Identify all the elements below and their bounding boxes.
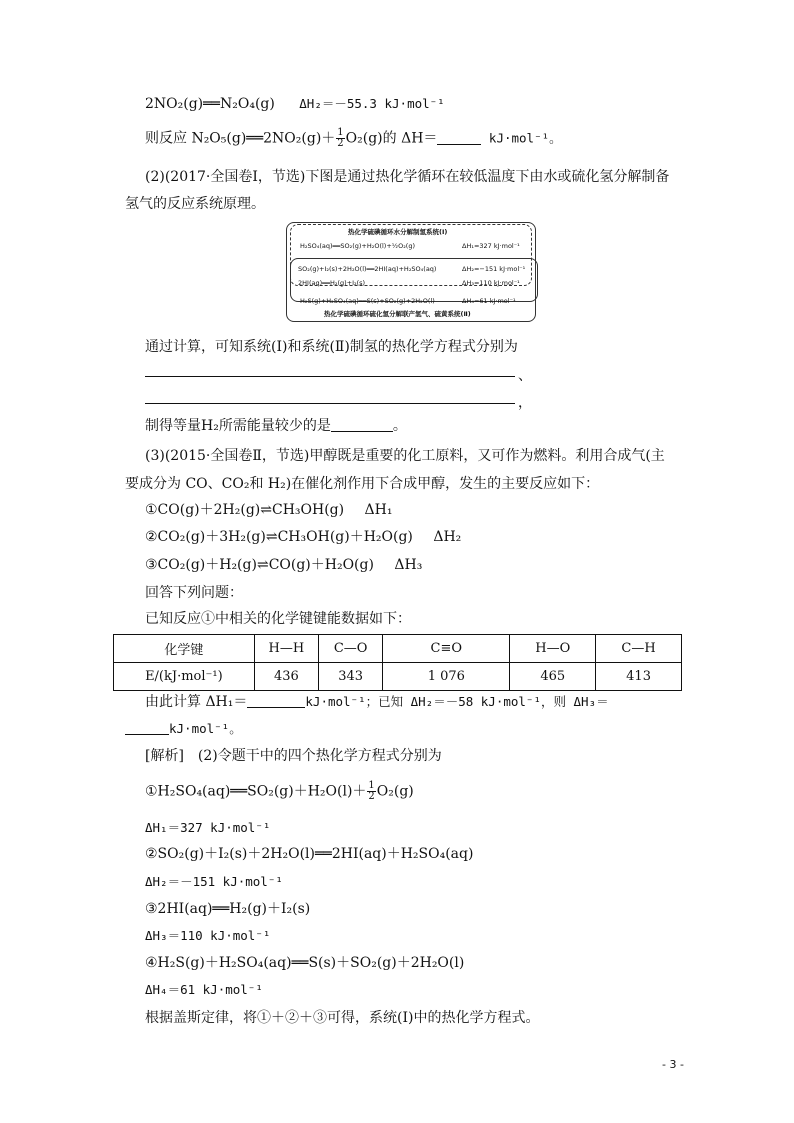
calc-end: kJ·mol⁻¹。 bbox=[169, 721, 242, 736]
table-cell: 436 bbox=[254, 663, 318, 691]
fraction bbox=[336, 128, 344, 149]
bond-energy-intro: 已知反应①中相关的化学键键能数据如下： bbox=[145, 611, 411, 627]
table-header-cell: 化学键 bbox=[114, 635, 255, 663]
answer-line-1[interactable] bbox=[145, 376, 515, 377]
equilibrium-arrow: ⇌ bbox=[265, 529, 278, 545]
analysis-eq-1-right: O₂(g) bbox=[376, 783, 414, 800]
reaction-3-left: ③CO₂(g)＋H₂(g) bbox=[145, 557, 257, 573]
eq-n2o4 bbox=[145, 94, 445, 114]
fraction-numerator: 1 bbox=[368, 780, 375, 791]
separator-comma-2: ， bbox=[518, 395, 532, 411]
reaction-3-right: CO(g)＋H₂O(g) bbox=[268, 557, 374, 573]
page-number: - 3 - bbox=[662, 1058, 684, 1071]
table-cell: 343 bbox=[319, 663, 383, 691]
reaction-1-right: CH₃OH(g) bbox=[271, 502, 345, 518]
reaction-2 bbox=[145, 527, 461, 547]
calc-prefix: 由此计算 ΔH₁＝ bbox=[145, 694, 248, 710]
table-header-cell: C—O bbox=[319, 635, 383, 663]
system-2-title: 热化学硫碘循环硫化氢分解联产氢气、硫黄系统(Ⅱ) bbox=[324, 310, 471, 318]
reaction-2-right: CH₃OH(g)＋H₂O(g) bbox=[277, 529, 413, 545]
fraction bbox=[367, 781, 375, 802]
analysis-eq-4: ④H₂S(g)＋H₂SO₄(aq)══S(s)＋SO₂(g)＋2H₂O(l) bbox=[145, 955, 465, 971]
unit-text: kJ·mol⁻¹。 bbox=[481, 130, 562, 146]
question-2-line2: 氢气的反应系统原理。 bbox=[125, 196, 265, 212]
reaction-3-dh: ΔH₃ bbox=[394, 557, 423, 573]
diagram-dh-3: ΔH₃=110 kJ·mol⁻¹ bbox=[462, 279, 520, 287]
fraction-numerator: 1 bbox=[337, 127, 344, 138]
diagram-dh-1: ΔH₁=327 kJ·mol⁻¹ bbox=[462, 242, 520, 250]
calc-statement: 通过计算，可知系统(Ⅰ)和系统(Ⅱ)制氢的热化学方程式分别为 bbox=[145, 339, 518, 355]
answer-prompt: 回答下列问题： bbox=[145, 585, 243, 601]
reaction-3 bbox=[145, 555, 422, 575]
table-cell: 465 bbox=[510, 663, 596, 691]
analysis-heading: [解析] (2)令题干中的四个热化学方程式分别为 bbox=[145, 748, 442, 764]
thermochemical-cycle-diagram bbox=[286, 222, 538, 324]
fraction-denominator: 2 bbox=[368, 791, 375, 802]
question-3-line1: (3)(2015·全国卷Ⅱ，节选)甲醇既是重要的化工原料，又可作为燃料。利用合成气(主 bbox=[145, 448, 665, 464]
table-cell: 1 076 bbox=[383, 663, 510, 691]
bond-energy-table bbox=[113, 634, 682, 691]
equation-mid: O₂(g)的 ΔH＝ bbox=[345, 130, 438, 147]
question-2-line1: (2)(2017·全国卷Ⅰ，节选)下图是通过热化学循环在较低温度下由水或硫化氢分解制备 bbox=[145, 169, 670, 185]
reaction-1 bbox=[145, 500, 392, 520]
table-cell: 413 bbox=[596, 663, 682, 691]
analysis-dh-2: ΔH₂＝－151 kJ·mol⁻¹ bbox=[145, 874, 283, 889]
calc-question-end bbox=[125, 719, 242, 739]
answer-line-2[interactable] bbox=[145, 403, 515, 404]
analysis-eq-2: ②SO₂(g)＋I₂(s)＋2H₂O(l)══2HI(aq)＋H₂SO₄(aq) bbox=[145, 846, 474, 862]
table-row-label: E/(kJ·mol⁻¹) bbox=[114, 663, 255, 691]
question-3-line2: 要成分为 CO、CO₂和 H₂)在催化剂作用下合成甲醇，发生的主要反应如下： bbox=[125, 476, 600, 492]
analysis-dh-1: ΔH₁＝327 kJ·mol⁻¹ bbox=[145, 820, 271, 835]
reaction-1-left: ①CO(g)＋2H₂(g) bbox=[145, 502, 261, 518]
equation-prefix: 则反应 N₂O₅(g)══2NO₂(g)＋ bbox=[145, 130, 336, 147]
equilibrium-arrow: ⇌ bbox=[260, 502, 272, 518]
table-row bbox=[114, 663, 682, 691]
system-1-title: 热化学硫碘循环水分解制氢系统(Ⅰ) bbox=[348, 228, 448, 236]
answer-blank[interactable] bbox=[437, 130, 481, 145]
period: 。 bbox=[392, 418, 407, 434]
calc-question bbox=[145, 692, 609, 712]
hess-law-conclusion: 根据盖斯定律，将①＋②＋③可得，系统(Ⅰ)中的热化学方程式。 bbox=[145, 1010, 540, 1026]
diagram-eq-2: SO₂(g)+I₂(s)+2H₂O(l)══2HI(aq)+H₂SO₄(aq) bbox=[298, 265, 437, 273]
analysis-eq-1 bbox=[145, 781, 414, 802]
diagram-eq-3: 2HI(aq)══H₂(g)+I₂(s) bbox=[298, 279, 366, 287]
diagram-dh-2: ΔH₂=−151 kJ·mol⁻¹ bbox=[462, 265, 526, 273]
fraction-denominator: 2 bbox=[337, 138, 344, 149]
calc-middle: kJ·mol⁻¹；已知 ΔH₂＝－58 kJ·mol⁻¹，则 ΔH₃＝ bbox=[305, 694, 609, 709]
diagram-eq-1: H₂SO₄(aq)══SO₂(g)+H₂O(l)+½O₂(g) bbox=[300, 242, 415, 250]
reaction-2-dh: ΔH₂ bbox=[433, 529, 462, 545]
table-header-cell: C—H bbox=[596, 635, 682, 663]
separator-comma: 、 bbox=[518, 368, 532, 384]
less-energy-question bbox=[145, 416, 407, 436]
reaction-2-left: ②CO₂(g)＋3H₂(g) bbox=[145, 529, 266, 545]
answer-blank[interactable] bbox=[247, 693, 305, 708]
analysis-dh-4: ΔH₄＝61 kJ·mol⁻¹ bbox=[145, 982, 263, 997]
less-energy-text: 制得等量H₂所需能量较少的是 bbox=[145, 418, 331, 434]
analysis-eq-1-left: ①H₂SO₄(aq)══SO₂(g)＋H₂O(l)＋ bbox=[145, 783, 367, 800]
reaction-1-dh: ΔH₁ bbox=[364, 502, 393, 518]
diagram-eq-4: H₂S(g)+H₂SO₄(aq)══S(s)+SO₂(g)+2H₂O(l) bbox=[300, 297, 435, 305]
equation-text: 2NO₂(g)══N₂O₄(g) bbox=[145, 96, 275, 112]
equilibrium-arrow: ⇌ bbox=[256, 557, 269, 573]
eq-n2o5-question bbox=[145, 128, 562, 149]
analysis-dh-3: ΔH₃＝110 kJ·mol⁻¹ bbox=[145, 928, 271, 943]
diagram-dh-4: ΔH₄=61 kJ·mol⁻¹ bbox=[462, 297, 516, 305]
delta-h-text: ΔH₂＝－55.3 kJ·mol⁻¹ bbox=[299, 96, 445, 111]
table-header-cell: H—O bbox=[510, 635, 596, 663]
table-header-row bbox=[114, 635, 682, 663]
table-header-cell: C≡O bbox=[383, 635, 510, 663]
answer-blank[interactable] bbox=[331, 417, 393, 432]
analysis-eq-3: ③2HI(aq)══H₂(g)＋I₂(s) bbox=[145, 901, 311, 917]
answer-blank[interactable] bbox=[125, 720, 169, 735]
table-header-cell: H—H bbox=[254, 635, 318, 663]
